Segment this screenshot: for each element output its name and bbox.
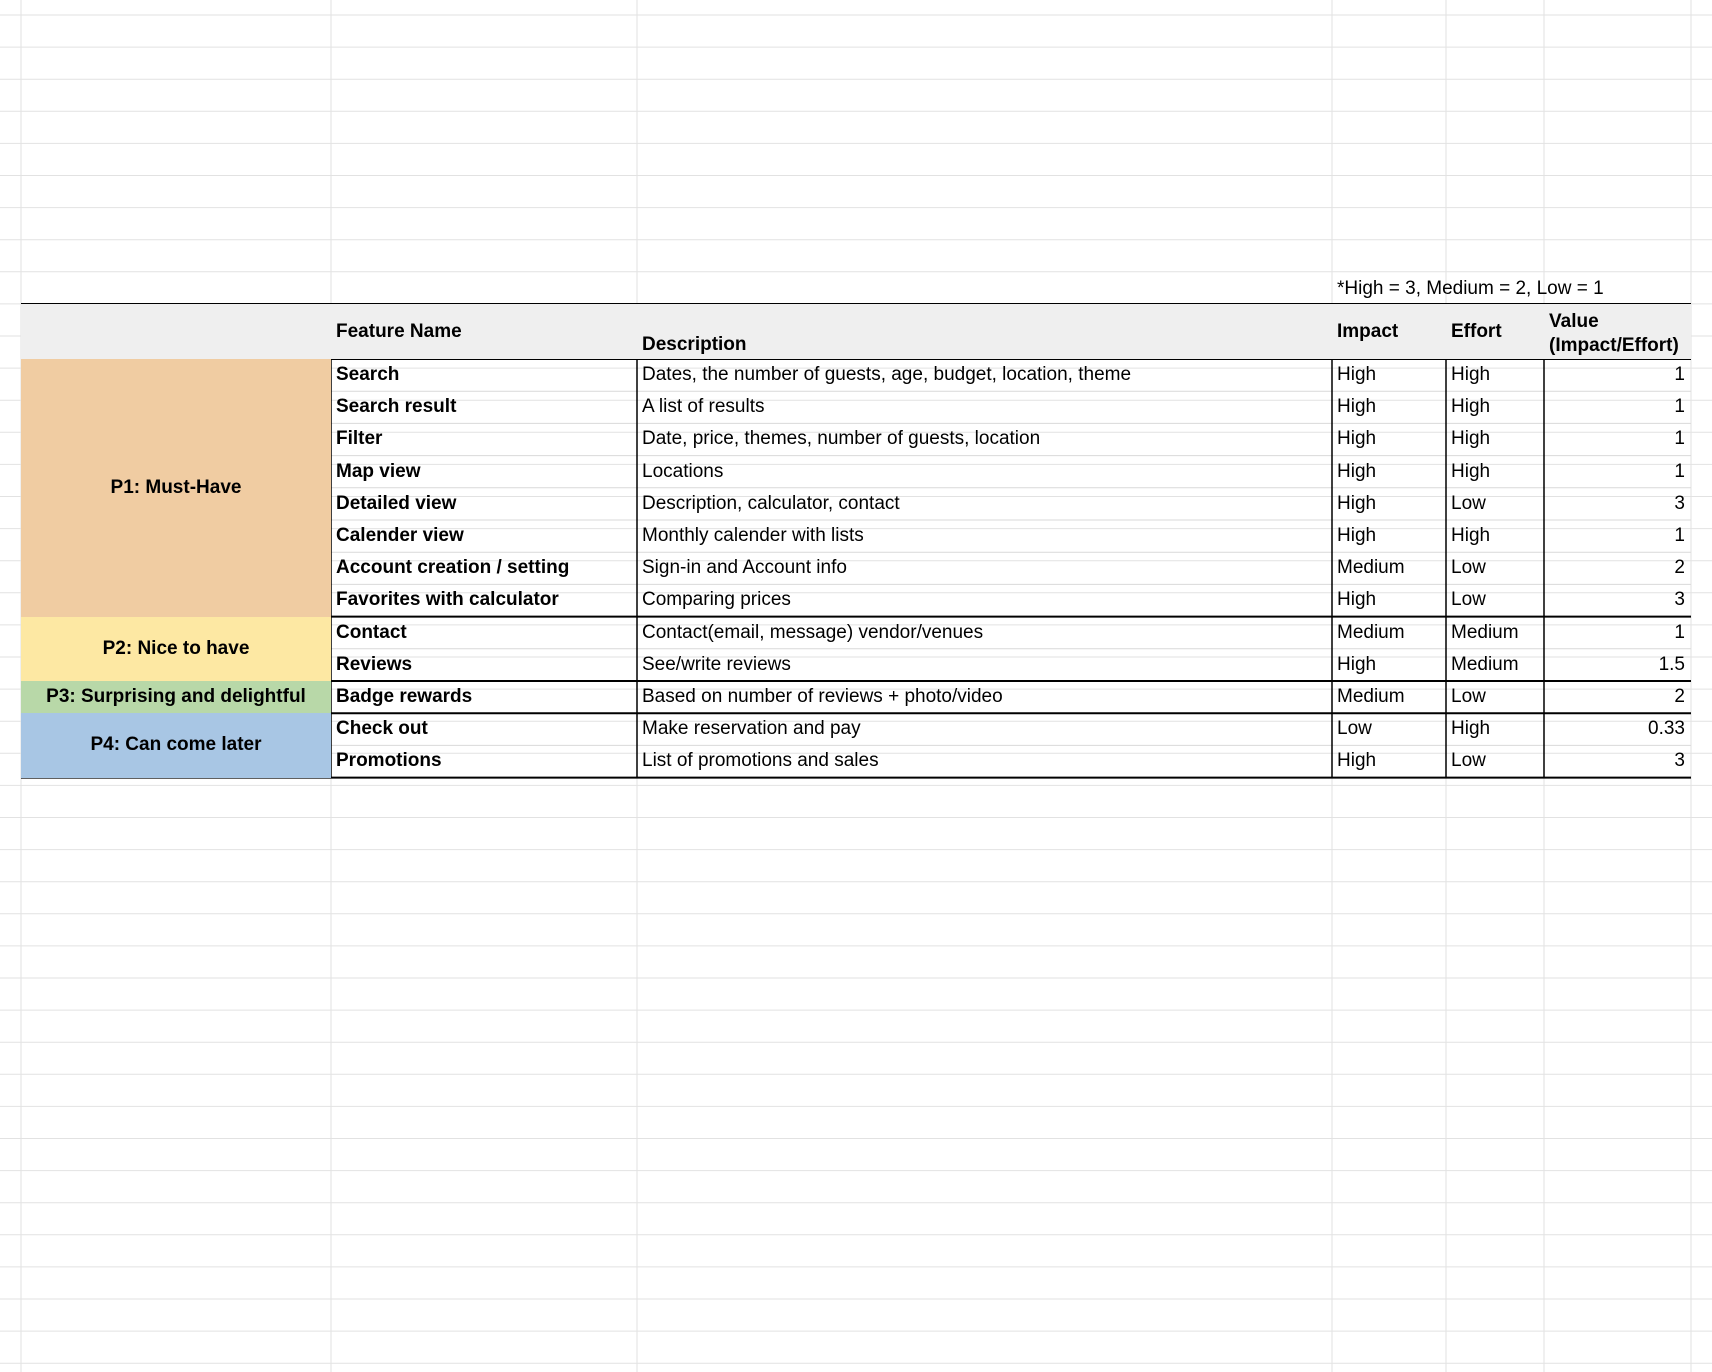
- cell-value[interactable]: 1: [1674, 396, 1685, 418]
- priority-group-label: P3: Surprising and delightful: [46, 686, 306, 708]
- cell-description[interactable]: Make reservation and pay: [642, 718, 861, 740]
- cell-value[interactable]: 1: [1674, 428, 1685, 450]
- cell-effort[interactable]: High: [1451, 428, 1491, 450]
- cell-impact[interactable]: High: [1337, 460, 1377, 482]
- header-impact[interactable]: Impact: [1337, 321, 1399, 342]
- cell-value[interactable]: 0.33: [1648, 718, 1685, 740]
- cell-value[interactable]: 3: [1674, 750, 1685, 772]
- cell-description[interactable]: Description, calculator, contact: [642, 492, 900, 514]
- cell-feature[interactable]: Promotions: [336, 750, 442, 772]
- cell-effort[interactable]: Medium: [1451, 621, 1519, 643]
- cell-effort[interactable]: Low: [1451, 557, 1486, 579]
- cell-feature[interactable]: Filter: [336, 428, 383, 450]
- cell-effort[interactable]: Low: [1451, 686, 1486, 707]
- priority-group-label: P2: Nice to have: [102, 637, 250, 659]
- cell-value[interactable]: 2: [1674, 557, 1685, 579]
- cell-value[interactable]: 1: [1674, 364, 1685, 385]
- cell-feature[interactable]: Favorites with calculator: [336, 589, 559, 611]
- cell-value[interactable]: 1: [1674, 621, 1685, 643]
- header-feature-name[interactable]: Feature Name: [336, 321, 462, 342]
- priority-group-label: P4: Can come later: [90, 734, 262, 756]
- cell-description[interactable]: Based on number of reviews + photo/video: [642, 686, 1003, 707]
- cell-value[interactable]: 3: [1674, 492, 1685, 514]
- cell-value[interactable]: 1.5: [1658, 653, 1685, 675]
- cell-effort[interactable]: High: [1451, 718, 1491, 740]
- cell-feature[interactable]: Map view: [336, 460, 421, 482]
- cell-value[interactable]: 1: [1674, 525, 1685, 546]
- cell-impact[interactable]: High: [1337, 653, 1377, 675]
- cell-description[interactable]: Locations: [642, 460, 724, 482]
- header-value-line1: Value: [1549, 311, 1599, 332]
- cell-effort[interactable]: Low: [1451, 750, 1486, 772]
- cell-description[interactable]: Dates, the number of guests, age, budget, location, theme: [642, 364, 1132, 385]
- cell-value[interactable]: 1: [1674, 460, 1685, 482]
- cell-impact[interactable]: High: [1337, 750, 1377, 772]
- cell-description[interactable]: Sign-in and Account info: [642, 557, 847, 579]
- cell-feature[interactable]: Reviews: [336, 653, 413, 675]
- cell-description[interactable]: Contact(email, message) vendor/venues: [642, 621, 984, 643]
- cell-description[interactable]: Date, price, themes, number of guests, location: [642, 428, 1041, 450]
- cell-effort[interactable]: Low: [1451, 492, 1486, 514]
- cell-effort[interactable]: High: [1451, 396, 1491, 418]
- cell-feature[interactable]: Calender view: [336, 525, 464, 546]
- cell-impact[interactable]: Medium: [1337, 621, 1405, 643]
- header-effort[interactable]: Effort: [1451, 321, 1502, 342]
- cell-impact[interactable]: High: [1337, 396, 1377, 418]
- cell-impact[interactable]: Medium: [1337, 686, 1405, 707]
- cell-impact[interactable]: Medium: [1337, 557, 1405, 579]
- cell-feature[interactable]: Search result: [336, 396, 457, 418]
- cell-feature[interactable]: Account creation / setting: [336, 557, 570, 579]
- cell-description[interactable]: Monthly calender with lists: [642, 525, 864, 546]
- priority-group-label: P1: Must-Have: [110, 476, 242, 498]
- cell-effort[interactable]: Low: [1451, 589, 1486, 611]
- cell-impact[interactable]: High: [1337, 589, 1377, 611]
- header-description[interactable]: Description: [642, 334, 747, 355]
- priority-group-3[interactable]: [21, 681, 331, 713]
- cell-impact[interactable]: High: [1337, 364, 1377, 385]
- cell-feature[interactable]: Contact: [336, 621, 407, 643]
- header-value[interactable]: [1549, 310, 1679, 358]
- cell-description[interactable]: List of promotions and sales: [642, 750, 879, 772]
- cell-description[interactable]: A list of results: [642, 396, 765, 418]
- cell-effort[interactable]: Medium: [1451, 653, 1519, 675]
- priority-group-2[interactable]: [21, 617, 331, 681]
- cell-impact[interactable]: High: [1337, 525, 1377, 546]
- scoring-legend-note: *High = 3, Medium = 2, Low = 1: [1337, 278, 1604, 299]
- cell-impact[interactable]: High: [1337, 428, 1377, 450]
- cell-impact[interactable]: Low: [1337, 718, 1372, 740]
- cell-effort[interactable]: High: [1451, 460, 1491, 482]
- cell-description[interactable]: See/write reviews: [642, 653, 791, 675]
- priority-group-4[interactable]: [21, 713, 331, 777]
- cell-feature[interactable]: Detailed view: [336, 492, 457, 514]
- cell-effort[interactable]: High: [1451, 364, 1491, 385]
- header-value-line2: (Impact/Effort): [1549, 335, 1679, 356]
- header-row-background: [21, 304, 1691, 359]
- cell-value[interactable]: 2: [1674, 686, 1685, 707]
- cell-feature[interactable]: Badge rewards: [336, 686, 473, 707]
- cell-value[interactable]: 3: [1674, 589, 1685, 611]
- cell-feature[interactable]: Search: [336, 364, 400, 385]
- cell-description[interactable]: Comparing prices: [642, 589, 791, 611]
- cell-effort[interactable]: High: [1451, 525, 1491, 546]
- priority-group-1[interactable]: [21, 359, 331, 617]
- cell-impact[interactable]: High: [1337, 492, 1377, 514]
- cell-feature[interactable]: Check out: [336, 718, 428, 740]
